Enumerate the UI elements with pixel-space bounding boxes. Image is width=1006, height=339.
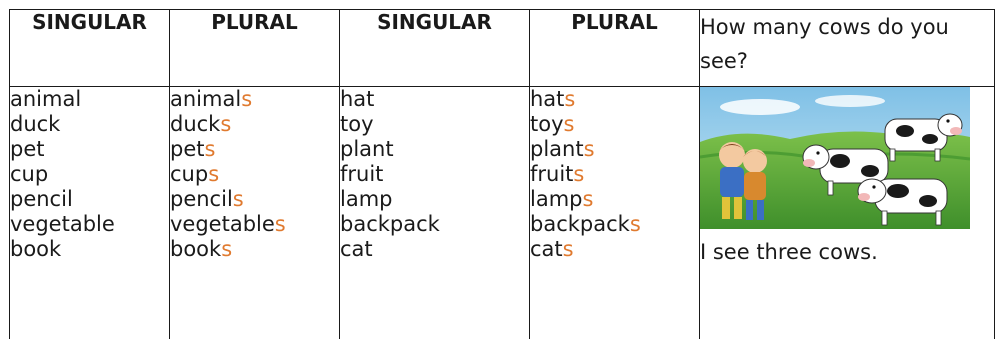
cloud: [720, 99, 800, 115]
plural-stem: book: [170, 237, 222, 261]
word-plural: [530, 87, 699, 112]
singular-list-1: [10, 87, 170, 339]
plural-stem: toy: [530, 112, 564, 136]
plural-stem: pet: [170, 137, 205, 161]
plural-suffix: s: [232, 187, 244, 211]
cloud: [815, 95, 885, 107]
plural-stem: hat: [530, 87, 565, 111]
word-singular: duck: [10, 112, 61, 136]
plural-suffix: s: [583, 137, 595, 161]
plural-list-2: [530, 87, 700, 339]
header-singular-2: SINGULAR: [340, 10, 530, 87]
plural-suffix: s: [629, 212, 641, 236]
plural-suffix: s: [220, 112, 232, 136]
cows-and-children-image: [700, 87, 970, 229]
plural-suffix: s: [582, 187, 594, 211]
plural-suffix: s: [563, 112, 575, 136]
word-plural: [170, 162, 339, 187]
plural-suffix: s: [564, 87, 576, 111]
plural-stem: fruit: [530, 162, 574, 186]
word-singular: book: [10, 237, 62, 261]
plural-stem: plant: [530, 137, 584, 161]
header-plural-1: PLURAL: [170, 10, 340, 87]
word-singular: pencil: [10, 187, 73, 211]
word-singular: vegetable: [10, 212, 115, 236]
word-singular: animal: [10, 87, 82, 111]
word-plural: [530, 112, 699, 137]
plural-suffix: s: [221, 237, 233, 261]
plural-suffix: s: [204, 137, 216, 161]
word-singular: cat: [340, 237, 373, 261]
words-row: [10, 87, 995, 339]
header-singular-1: SINGULAR: [10, 10, 170, 87]
plural-stem: pencil: [170, 187, 233, 211]
plural-stem: backpack: [530, 212, 630, 236]
plural-stem: cup: [170, 162, 209, 186]
word-singular: cup: [10, 162, 49, 186]
word-singular: fruit: [340, 162, 384, 186]
word-plural: [530, 162, 699, 187]
word-plural: [530, 187, 699, 212]
plural-list-1: [170, 87, 340, 339]
plural-suffix: s: [274, 212, 286, 236]
singular-list-2: [340, 87, 530, 339]
question-text: How many cows do you see?: [700, 10, 995, 87]
plural-stem: animal: [170, 87, 242, 111]
illustration-cell: [700, 87, 995, 339]
plural-suffix: s: [208, 162, 220, 186]
word-singular: lamp: [340, 187, 393, 211]
header-plural-2: PLURAL: [530, 10, 700, 87]
word-plural: [530, 137, 699, 162]
plural-suffix: s: [562, 237, 574, 261]
word-plural: [170, 112, 339, 137]
plural-stem: lamp: [530, 187, 583, 211]
word-singular: toy: [340, 112, 374, 136]
plural-suffix: s: [241, 87, 253, 111]
word-singular: plant: [340, 137, 394, 161]
word-plural: [530, 212, 699, 237]
header-row: [10, 10, 995, 87]
word-singular: backpack: [340, 212, 440, 236]
word-plural: [170, 137, 339, 162]
word-plural: [170, 187, 339, 212]
word-singular: pet: [10, 137, 45, 161]
word-plural: [530, 237, 699, 262]
plural-stem: duck: [170, 112, 221, 136]
singular-plural-table: [9, 9, 995, 339]
word-singular: hat: [340, 87, 375, 111]
word-plural: [170, 212, 339, 237]
plural-stem: vegetable: [170, 212, 275, 236]
word-plural: [170, 87, 339, 112]
plural-suffix: s: [573, 162, 585, 186]
word-plural: [170, 237, 339, 262]
plural-stem: cat: [530, 237, 563, 261]
answer-text: I see three cows.: [700, 240, 878, 264]
